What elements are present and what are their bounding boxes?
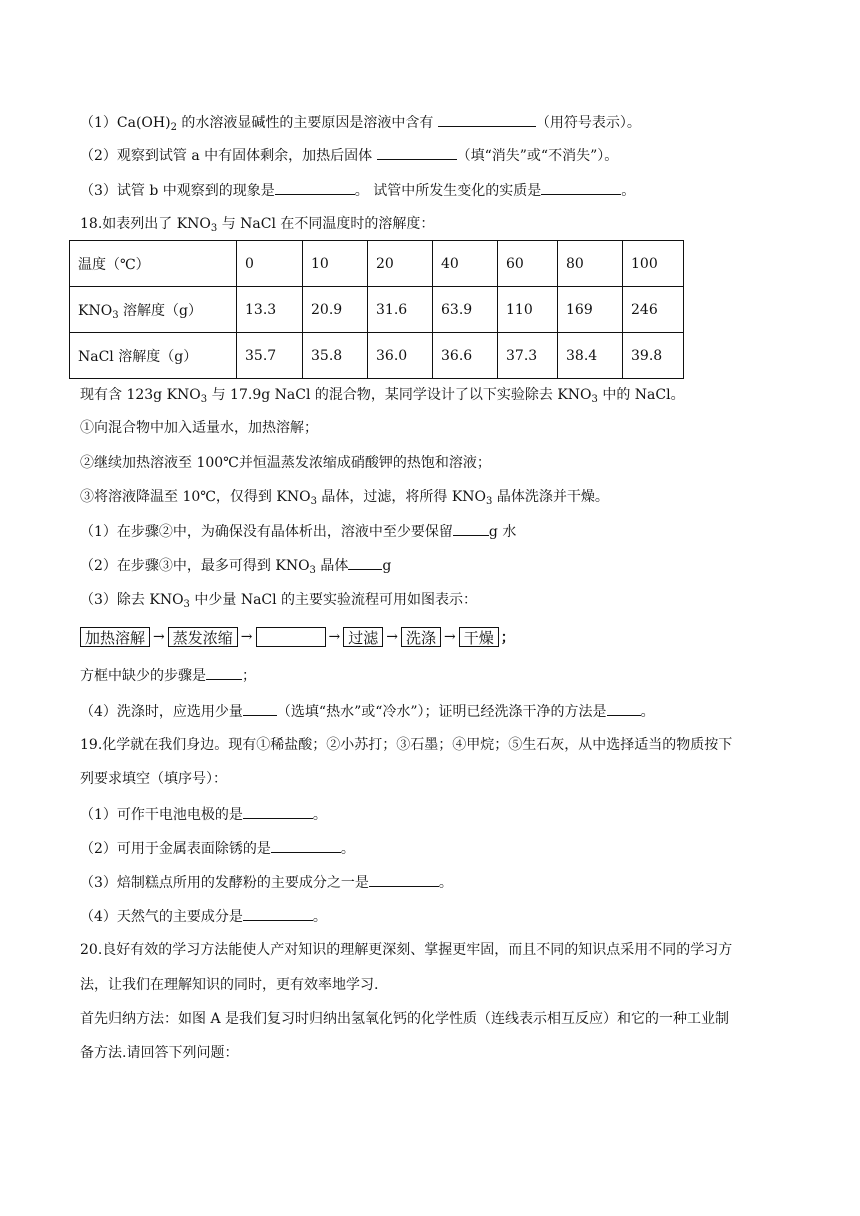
flow-step-filter: 过滤 (343, 627, 383, 647)
arrow-right-icon: → (240, 629, 253, 645)
table-cell: 20 (368, 241, 433, 287)
flow-step-evaporate: 蒸发浓缩 (168, 627, 238, 647)
arrow-right-icon: → (386, 629, 398, 645)
table-cell: 36.6 (433, 333, 498, 379)
table-cell: 169 (558, 287, 623, 333)
answer-blank[interactable] (377, 145, 457, 160)
flow-step-dry: 干燥 (459, 627, 499, 647)
table-cell: 40 (433, 241, 498, 287)
table-row-kno3 (70, 287, 684, 333)
q19-item-1: （1）可作干电池电极的是 。 (80, 804, 327, 825)
table-row-temperature (70, 241, 684, 287)
q20-para-line-1: 首先归纳方法：如图 A 是我们复习时归纳出氢氧化钙的化学性质（连线表示相互反应）和它的一种工业制 (80, 1011, 730, 1027)
table-cell: 20.9 (303, 287, 368, 333)
q18-intro: 现有含 123g $KNO_3$ 与 17.9g NaCl 的混合物，某同学设计了以下实验除去 $KNO_3$ 中的 NaCl。 (80, 387, 685, 405)
table-cell: 35.7 (237, 333, 303, 379)
table-cell: 110 (498, 287, 558, 333)
q18-step-1: ①向混合物中加入适量水，加热溶解； (80, 420, 318, 436)
table-cell: 60 (498, 241, 558, 287)
table-cell: 246 (623, 287, 684, 333)
q19-item-2: （2）可用于金属表面除锈的是 。 (80, 838, 355, 859)
q19-stem-line-1: 19.化学就在我们身边。现有①稀盐酸；②小苏打；③石墨；④甲烷；⑤生石灰，从中选择适当的物质按下 (80, 737, 733, 753)
process-flow-diagram (80, 625, 515, 649)
table-cell: 63.9 (433, 287, 498, 333)
table-cell: 10 (303, 241, 368, 287)
table-cell: 39.8 (623, 333, 684, 379)
q18-part-2: （2）在步骤③中，最多可得到 $KNO_3$ 晶体 g (80, 555, 391, 576)
solubility-table (69, 240, 684, 379)
q18-part-4: （4）洗涤时，应选用少量 （选填“热水”或“冷水”）；证明已经洗涤干净的方法是 。 (80, 701, 655, 722)
q19-stem-line-2: 列要求填空（填序号）： (80, 771, 227, 787)
table-row-nacl (70, 333, 684, 379)
row-label: NaCl 溶解度（g） (70, 333, 237, 379)
table-cell: 35.8 (303, 333, 368, 379)
q18-step-2: ②继续加热溶液至 100℃并恒温蒸发浓缩成硝酸钾的热饱和溶液； (80, 455, 491, 471)
arrow-right-icon: → (153, 629, 165, 645)
arrow-right-icon: → (328, 629, 341, 645)
answer-blank[interactable] (275, 180, 355, 195)
answer-blank[interactable] (243, 804, 313, 819)
q18-missing-step: 方框中缺少的步骤是 ； (80, 665, 256, 686)
arrow-right-icon: → (444, 629, 456, 645)
table-cell: 37.3 (498, 333, 558, 379)
q19-item-3: （3）焙制糕点所用的发酵粉的主要成分之一是 。 (80, 872, 453, 893)
q18-part-1: （1）在步骤②中，为确保没有晶体析出，溶液中至少要保留 g 水 (80, 521, 516, 542)
answer-blank[interactable] (607, 701, 641, 716)
answer-blank[interactable] (438, 112, 536, 127)
q18-step-3: ③将溶液降温至 10℃，仅得到 $KNO_3$ 晶体，过滤，将所得 $KNO_3$ 晶体洗涤并干燥。 (80, 489, 609, 507)
answer-blank[interactable] (243, 701, 277, 716)
table-cell: 13.3 (237, 287, 303, 333)
answer-blank[interactable] (271, 838, 341, 853)
q17-item-1: $(1)Ca(OH)_2$ 的水溶液显碱性的主要原因是溶液中含有 （用符号表示）。 (80, 112, 641, 133)
q18-stem: 18.如表列出了 $KNO_3$ 与 NaCl 在不同温度时的溶解度： (80, 216, 435, 234)
table-cell: 31.6 (368, 287, 433, 333)
answer-blank[interactable] (348, 555, 382, 570)
q19-item-4: （4）天然气的主要成分是 。 (80, 906, 327, 927)
q20-para-line-2: 备方法.请回答下列问题： (80, 1045, 239, 1061)
row-label: $KNO_3$ 溶解度（g） (70, 287, 237, 333)
answer-blank[interactable] (369, 872, 439, 887)
flow-step-missing[interactable] (256, 627, 326, 647)
table-cell: 80 (558, 241, 623, 287)
flow-step-wash: 洗涤 (401, 627, 441, 647)
table-cell: 0 (237, 241, 303, 287)
table-cell: 38.4 (558, 333, 623, 379)
table-cell: 100 (623, 241, 684, 287)
flow-step-heat-dissolve: 加热溶解 (80, 627, 150, 647)
q20-stem-line-2: 法，让我们在理解知识的同时，更有效率地学习. (80, 977, 379, 993)
answer-blank[interactable] (541, 180, 621, 195)
flow-end-mark: ； (500, 630, 515, 646)
q17-item-2: （2）观察到试管 a 中有固体剩余，加热后固体 （填“消失”或“不消失”）。 (80, 145, 618, 166)
row-label: 温度（℃） (70, 241, 237, 287)
answer-blank[interactable] (243, 906, 313, 921)
table-cell: 36.0 (368, 333, 433, 379)
q17-item-3: （3）试管 b 中观察到的现象是 。 试管中所发生变化的实质是 。 (80, 180, 635, 201)
answer-blank[interactable] (453, 521, 489, 536)
q18-part-3: （3）除去 $KNO_3$ 中少量 NaCl 的主要实验流程可用如图表示： (80, 592, 478, 610)
answer-blank[interactable] (206, 665, 242, 680)
q20-stem-line-1: 20.良好有效的学习方法能使人产对知识的理解更深刻、掌握更牢固，而且不同的知识点采用不同的学习方 (80, 942, 733, 958)
